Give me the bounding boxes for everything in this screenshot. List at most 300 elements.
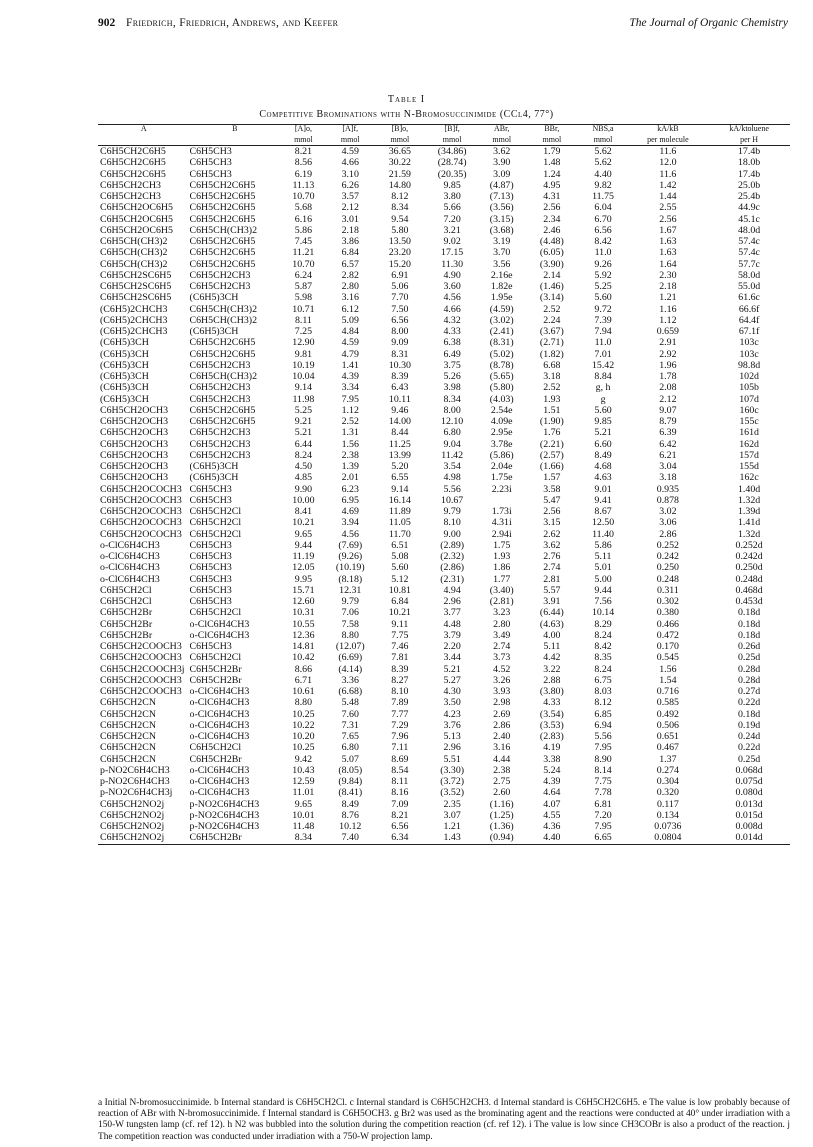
value-cell: (2.31) <box>440 573 465 585</box>
value-cell: 3.26 <box>493 674 511 686</box>
value-cell: 4.66 <box>341 157 359 169</box>
value-cell: 7.95 <box>594 742 612 754</box>
compound-a-cell: (C6H5)3CH <box>100 382 149 394</box>
value-cell: 7.96 <box>391 731 409 742</box>
column-header: BBr, <box>525 125 578 136</box>
table-row <box>98 607 790 618</box>
compound-b-cell: C6H5CH3 <box>189 146 232 157</box>
value-cell: 8.44 <box>391 427 409 439</box>
value-cell: (5.65) <box>489 371 514 382</box>
value-cell: 8.29 <box>594 618 612 630</box>
value-cell: 1.42 <box>659 179 677 191</box>
value-cell: 8.80 <box>294 697 313 709</box>
compound-a-cell: (C6H5)3CH <box>100 337 149 349</box>
compound-a-cell: C6H5CH2OCH3 <box>100 404 169 416</box>
value-cell: 1.54 <box>659 674 677 686</box>
table-row <box>98 776 790 787</box>
table-row <box>98 506 790 517</box>
value-cell: 4.84 <box>341 326 359 337</box>
column-unit: per H <box>708 136 790 146</box>
value-cell: 4.64 <box>543 787 561 799</box>
value-cell: 1.57 <box>543 472 561 484</box>
value-cell: 3.73 <box>493 652 511 664</box>
value-cell: 5.68 <box>294 202 313 214</box>
value-cell: 0.22d <box>737 742 761 754</box>
compound-b-cell: o-ClC6H4CH3 <box>189 629 250 641</box>
value-cell: 6.12 <box>341 303 359 315</box>
value-cell: 4.63 <box>594 472 612 484</box>
value-cell: 8.42 <box>594 236 612 247</box>
value-cell: (10.19) <box>335 562 365 574</box>
value-cell: 10.11 <box>388 393 411 405</box>
table-caption: Competitive Brominations with N-Bromosuccinimide (CCl4, 77°) <box>259 109 554 120</box>
value-cell: 4.56 <box>341 528 359 540</box>
compound-b-cell: (C6H5)3CH <box>189 326 239 337</box>
value-cell: 4.55 <box>543 809 561 821</box>
value-cell: (3.02) <box>489 314 514 326</box>
compound-a-cell: C6H5CH2COOCH3 <box>100 674 182 686</box>
table-row <box>98 742 790 753</box>
column-unit: mmol <box>426 136 478 146</box>
value-cell: 1.93 <box>543 393 561 405</box>
value-cell: 14.81 <box>292 641 315 652</box>
table-row <box>98 484 790 495</box>
value-cell: 9.85 <box>443 179 461 191</box>
value-cell: 8.24 <box>294 449 313 461</box>
compound-b-cell: C6H5CH3 <box>189 596 232 607</box>
value-cell: 9.90 <box>294 483 313 495</box>
compound-b-cell: C6H5CH3 <box>189 168 232 180</box>
value-cell: 4.94 <box>443 584 461 596</box>
value-cell: 0.248 <box>656 573 679 585</box>
value-cell: 1.12 <box>659 314 677 326</box>
value-cell: 10.20 <box>292 731 315 742</box>
value-cell: 1.63 <box>659 236 677 247</box>
value-cell: 0.19d <box>737 719 761 731</box>
compound-a-cell: (C6H5)2CHCH3 <box>100 303 168 315</box>
table-row <box>98 787 790 798</box>
value-cell: 11.48 <box>292 821 315 832</box>
value-cell: 6.56 <box>391 314 409 326</box>
table-row <box>98 529 790 540</box>
value-cell: 0.008d <box>735 821 763 832</box>
value-cell: (7.69) <box>338 539 363 551</box>
value-cell: 8.67 <box>594 506 612 517</box>
value-cell: 0.0804 <box>628 832 709 844</box>
value-cell: 5.62 <box>594 157 612 169</box>
value-cell: 55.0d <box>737 281 761 292</box>
value-cell: 7.65 <box>341 731 359 742</box>
value-cell: 8.03 <box>594 686 612 697</box>
value-cell: 12.10 <box>441 416 464 427</box>
table-row <box>98 281 790 292</box>
value-cell: 6.39 <box>659 427 677 439</box>
value-cell: 6.84 <box>341 247 359 259</box>
value-cell: 5.56 <box>443 483 461 495</box>
value-cell: 6.68 <box>543 359 561 371</box>
value-cell: (3.80) <box>539 686 564 697</box>
value-cell: 9.44 <box>294 539 313 551</box>
value-cell: 4.48 <box>443 618 461 630</box>
compound-a-cell: C6H5CH2OCOCH3 <box>100 494 182 506</box>
compound-b-cell: C6H5CH2C6H5 <box>189 416 256 427</box>
compound-a-cell: p-NO2C6H4CH3 <box>100 764 170 776</box>
table-row <box>98 517 790 528</box>
compound-b-cell: C6H5CH2CH3 <box>189 382 251 394</box>
value-cell: 10.42 <box>292 652 315 664</box>
value-cell: 48.0d <box>737 224 761 236</box>
value-cell: 5.98 <box>294 292 313 304</box>
value-cell: 8.31 <box>391 348 409 360</box>
value-cell: 2.24 <box>543 314 561 326</box>
table-row <box>98 337 790 348</box>
value-cell: 3.23 <box>493 607 511 619</box>
value-cell: 6.60 <box>594 438 612 450</box>
value-cell: 8.49 <box>341 798 359 810</box>
compound-a-cell: C6H5CH2OCH3 <box>100 449 169 461</box>
value-cell: 61.6c <box>738 292 760 304</box>
value-cell: 5.06 <box>391 281 409 292</box>
value-cell: 8.76 <box>341 809 359 821</box>
compound-a-cell: C6H5CH2Br <box>100 618 153 630</box>
value-cell: (9.84) <box>338 776 363 787</box>
value-cell: 23.20 <box>388 247 411 259</box>
value-cell: 5.60 <box>594 404 612 416</box>
compound-b-cell: o-ClC6H4CH3 <box>189 697 250 709</box>
compound-b-cell: C6H5CH2Br <box>190 832 280 844</box>
value-cell: 1.78 <box>659 371 677 382</box>
compound-b-cell: C6H5CH2Cl <box>189 652 242 664</box>
value-cell: 5.48 <box>341 697 359 709</box>
compound-b-cell: (C6H5)3CH <box>189 292 239 304</box>
value-cell: 9.14 <box>294 382 313 394</box>
value-cell: 8.90 <box>594 753 612 765</box>
value-cell: (3.53) <box>539 719 564 731</box>
value-cell: (3.90) <box>539 258 564 270</box>
value-cell: 1.39d <box>737 506 761 517</box>
value-cell: (1.90) <box>539 416 564 427</box>
value-cell: 10.43 <box>292 764 315 776</box>
value-cell: (3.30) <box>440 764 465 776</box>
value-cell: 36.65 <box>388 146 411 157</box>
value-cell: 6.21 <box>659 449 677 461</box>
value-cell: 10.55 <box>292 618 315 630</box>
value-cell: 5.27 <box>443 674 461 686</box>
value-cell: 67.1f <box>738 326 760 337</box>
value-cell: (20.35) <box>437 168 467 180</box>
value-cell: 2.92 <box>659 348 677 360</box>
value-cell: 7.94 <box>594 326 612 337</box>
compound-a-cell: C6H5CH2OCOCH3 <box>100 506 182 517</box>
value-cell: (7.13) <box>489 191 514 202</box>
value-cell: 2.30 <box>659 269 677 281</box>
value-cell: 12.60 <box>292 596 315 607</box>
value-cell: 1.44 <box>659 191 677 202</box>
value-cell: 0.242 <box>656 551 679 562</box>
value-cell: 2.88 <box>543 674 561 686</box>
value-cell: 6.56 <box>594 224 612 236</box>
value-cell: 1.96 <box>659 359 677 371</box>
table-row <box>98 157 790 168</box>
value-cell: 5.25 <box>594 281 612 292</box>
value-cell: 162c <box>739 472 759 484</box>
value-cell: 8.21 <box>294 146 313 157</box>
value-cell: 0.18d <box>737 607 761 619</box>
column-unit: mmol <box>525 136 578 146</box>
table-footnotes: a Initial N-bromosuccinimide. b Internal standard is C6H5CH2Cl. c Internal standard is C6H5CH2CH3. d Internal standard is C6H5CH2C6H5. e The value is low probably because of reaction of ABr with N-bromosuccinimide. f Internal standard is C6H5OCH3. g Br2 was used as the brominating agent and the reactions were conducted at 40° under irradiation with a 150-W tungsten lamp (cf. ref 12). h N2 was bubbled into the solution during the competition reaction (cf. ref 12). i The value is low since CH3COBr is also a product of the reaction. j The competition reaction was conducted under irradiation with a 750-W projection lamp. <box>98 1098 790 1142</box>
value-cell: (1.36) <box>489 821 514 832</box>
value-cell: (3.14) <box>539 292 564 304</box>
compound-a-cell: C6H5CH2NO2j <box>100 821 165 832</box>
value-cell: 1.73i <box>491 506 512 517</box>
value-cell: 12.50 <box>591 517 615 529</box>
value-cell: 0.935 <box>656 483 679 495</box>
value-cell: 4.39 <box>543 776 561 787</box>
value-cell: 0.466 <box>656 618 679 630</box>
value-cell: 0.304 <box>656 776 679 787</box>
value-cell: 2.12 <box>659 393 677 405</box>
value-cell: 3.49 <box>493 629 511 641</box>
running-authors: Friedrich, Friedrich, Andrews, and Keefer <box>126 17 339 29</box>
compound-b-cell: C6H5CH2Br <box>189 753 242 765</box>
compound-b-cell: C6H5CH2C6H5 <box>189 213 256 225</box>
value-cell: 5.51 <box>443 753 461 765</box>
value-cell: 10.30 <box>388 359 411 371</box>
column-unit: per molecule <box>628 136 709 146</box>
value-cell: 1.51 <box>543 404 561 416</box>
value-cell: 7.56 <box>594 596 612 607</box>
value-cell: 1.64 <box>659 258 677 270</box>
value-cell: 45.1c <box>738 213 760 225</box>
value-cell: 5.07 <box>341 753 359 765</box>
value-cell: 3.50 <box>443 697 461 709</box>
value-cell: 0.013d <box>735 798 763 810</box>
value-cell: 2.76 <box>543 551 561 562</box>
value-cell: 11.70 <box>388 528 411 540</box>
compound-b-cell: C6H5CH2CH3 <box>189 427 251 439</box>
value-cell: 9.14 <box>391 483 409 495</box>
compound-a-cell: C6H5CH2OCH3 <box>100 427 169 439</box>
value-cell: 7.58 <box>341 618 359 630</box>
value-cell: 2.16e <box>490 269 513 281</box>
value-cell: 5.21 <box>294 427 313 439</box>
value-cell: 0.014d <box>708 832 790 844</box>
compound-b-cell: C6H5CH2Cl <box>189 506 242 517</box>
value-cell: 107d <box>739 393 759 405</box>
compound-a-cell: C6H5CH2COOCH3 <box>100 641 182 652</box>
compound-b-cell: o-ClC6H4CH3 <box>189 708 250 720</box>
value-cell: 4.33 <box>543 697 561 709</box>
value-cell: (6.05) <box>539 247 564 259</box>
value-cell: 105b <box>739 382 759 394</box>
compound-b-cell: o-ClC6H4CH3 <box>189 731 250 742</box>
column-header: ABr, <box>478 125 525 136</box>
value-cell: 7.06 <box>341 607 359 619</box>
value-cell: 7.40 <box>327 832 374 844</box>
value-cell: 0.302 <box>656 596 679 607</box>
value-cell: (4.59) <box>489 303 514 315</box>
compound-a-cell: C6H5CH2CH3 <box>100 191 161 202</box>
compound-a-cell: (C6H5)3CH <box>100 371 149 382</box>
compound-a-cell: C6H5CH2COOCH3 <box>100 652 182 664</box>
value-cell: 9.85 <box>594 416 612 427</box>
value-cell: 1.56 <box>659 663 677 675</box>
value-cell: 64.4f <box>738 314 760 326</box>
compound-b-cell: C6H5CH2Br <box>189 674 242 686</box>
value-cell: 10.21 <box>388 607 411 619</box>
value-cell: 1.63 <box>659 247 677 259</box>
value-cell: 4.19 <box>543 742 561 754</box>
value-cell: 10.19 <box>292 359 315 371</box>
value-cell: 2.74 <box>493 641 511 652</box>
value-cell: 4.42 <box>543 652 561 664</box>
value-cell: 2.52 <box>341 416 359 427</box>
compound-a-cell: C6H5CH2OCOCH3 <box>100 483 182 495</box>
value-cell: 5.25 <box>294 404 313 416</box>
value-cell: 18.0b <box>737 157 761 169</box>
value-cell: 7.78 <box>594 787 612 799</box>
value-cell: (3.72) <box>440 776 465 787</box>
value-cell: 7.09 <box>391 798 409 810</box>
column-header: [B]f, <box>426 125 478 136</box>
value-cell: 5.11 <box>543 641 561 652</box>
value-cell: 7.31 <box>341 719 359 731</box>
compound-a-cell: C6H5CH2OC6H5 <box>100 202 173 214</box>
value-cell: 6.34 <box>374 832 426 844</box>
value-cell: 9.82 <box>594 179 612 191</box>
value-cell: 11.98 <box>292 393 315 405</box>
table-row <box>98 202 790 213</box>
value-cell: (8.05) <box>338 764 363 776</box>
value-cell: 4.33 <box>443 326 461 337</box>
value-cell: (8.41) <box>338 787 363 799</box>
compound-b-cell: C6H5CH2Cl <box>189 517 242 529</box>
compound-a-cell: C6H5CH2CN <box>100 697 156 709</box>
table-row <box>98 169 790 180</box>
value-cell: 1.37 <box>659 753 677 765</box>
value-cell: 6.26 <box>341 179 359 191</box>
compound-b-cell: C6H5CH2C6H5 <box>189 191 256 202</box>
table-row <box>98 304 790 315</box>
value-cell: 0.250 <box>656 562 679 574</box>
compound-a-cell: C6H5CH2NO2j <box>100 809 165 821</box>
value-cell: 6.19 <box>294 168 313 180</box>
value-cell: 4.40 <box>594 168 612 180</box>
compound-a-cell: C6H5CH2C6H5 <box>100 168 166 180</box>
value-cell: 11.6 <box>659 168 677 180</box>
value-cell: 103c <box>739 348 759 360</box>
value-cell: (3.68) <box>489 224 514 236</box>
compound-b-cell: C6H5CH(CH3)2 <box>189 303 258 315</box>
value-cell: 3.86 <box>341 236 359 247</box>
compound-b-cell: C6H5CH3 <box>189 494 232 506</box>
value-cell: 7.81 <box>391 652 409 664</box>
value-cell: 12.90 <box>292 337 315 349</box>
value-cell: 4.85 <box>294 472 313 484</box>
value-cell: 9.65 <box>294 528 313 540</box>
value-cell: 13.50 <box>388 236 411 247</box>
value-cell: 4.56 <box>443 292 461 304</box>
value-cell: 8.16 <box>391 787 409 799</box>
value-cell: 10.70 <box>292 258 315 270</box>
value-cell: 4.44 <box>493 753 511 765</box>
column-unit: mmol <box>374 136 426 146</box>
value-cell: 6.55 <box>391 472 409 484</box>
value-cell: 1.43 <box>426 832 478 844</box>
value-cell: 0.453d <box>735 596 763 607</box>
value-cell: 0.250d <box>735 562 763 574</box>
value-cell: 1.21 <box>659 292 677 304</box>
table-row <box>98 821 790 832</box>
value-cell: 1.79 <box>543 146 561 157</box>
compound-b-cell: C6H5CH2CH3 <box>189 393 251 405</box>
value-cell: 7.95 <box>594 821 612 832</box>
value-cell: 3.01 <box>341 213 359 225</box>
value-cell: 4.31i <box>491 517 512 529</box>
compound-a-cell: C6H5CH2NO2j <box>100 798 165 810</box>
value-cell: 0.659 <box>656 326 679 337</box>
value-cell: 3.54 <box>443 461 461 472</box>
table-row <box>98 450 790 461</box>
table-row <box>98 236 790 247</box>
value-cell: 2.55 <box>659 202 677 214</box>
value-cell: 0.22d <box>737 697 761 709</box>
value-cell: 5.20 <box>391 461 409 472</box>
value-cell: 3.06 <box>659 517 677 529</box>
value-cell: 4.39 <box>341 371 359 382</box>
value-cell: (4.03) <box>489 393 514 405</box>
value-cell: 5.21 <box>594 427 612 439</box>
compound-b-cell: C6H5CH3 <box>189 157 232 169</box>
value-cell: 0.26d <box>737 641 761 652</box>
value-cell: 1.21 <box>443 821 461 832</box>
table-row <box>98 551 790 562</box>
value-cell: 2.81 <box>543 573 561 585</box>
value-cell: 11.42 <box>441 449 464 461</box>
table-row <box>98 292 790 303</box>
value-cell: 7.20 <box>443 213 461 225</box>
value-cell: 6.56 <box>391 821 409 832</box>
value-cell: (1.66) <box>539 461 564 472</box>
value-cell: 9.44 <box>594 584 612 596</box>
value-cell: 11.0 <box>594 247 612 259</box>
table-row <box>98 247 790 258</box>
value-cell: g <box>600 393 606 405</box>
table-row <box>98 641 790 652</box>
value-cell: 3.70 <box>493 247 511 259</box>
value-cell: 8.12 <box>594 697 612 709</box>
value-cell: 17.4b <box>737 146 761 157</box>
value-cell: 1.12 <box>341 404 359 416</box>
value-cell: 9.72 <box>594 303 612 315</box>
table-row <box>98 731 790 742</box>
value-cell: 7.39 <box>594 314 612 326</box>
value-cell: 3.58 <box>543 483 561 495</box>
value-cell: 2.56 <box>543 506 561 517</box>
value-cell: 5.87 <box>294 281 313 292</box>
compound-b-cell: o-ClC6H4CH3 <box>189 764 250 776</box>
value-cell: 2.69 <box>493 708 511 720</box>
compound-b-cell: (C6H5)3CH <box>189 472 239 484</box>
value-cell: 3.98 <box>443 382 461 394</box>
value-cell: 7.45 <box>294 236 313 247</box>
value-cell: (9.26) <box>338 551 363 562</box>
value-cell: 13.99 <box>388 449 411 461</box>
compound-b-cell: C6H5CH2C6H5 <box>189 404 256 416</box>
journal-title: The Journal of Organic Chemistry <box>629 17 788 29</box>
value-cell: 9.54 <box>391 213 409 225</box>
compound-a-cell: p-NO2C6H4CH3j <box>100 787 173 799</box>
